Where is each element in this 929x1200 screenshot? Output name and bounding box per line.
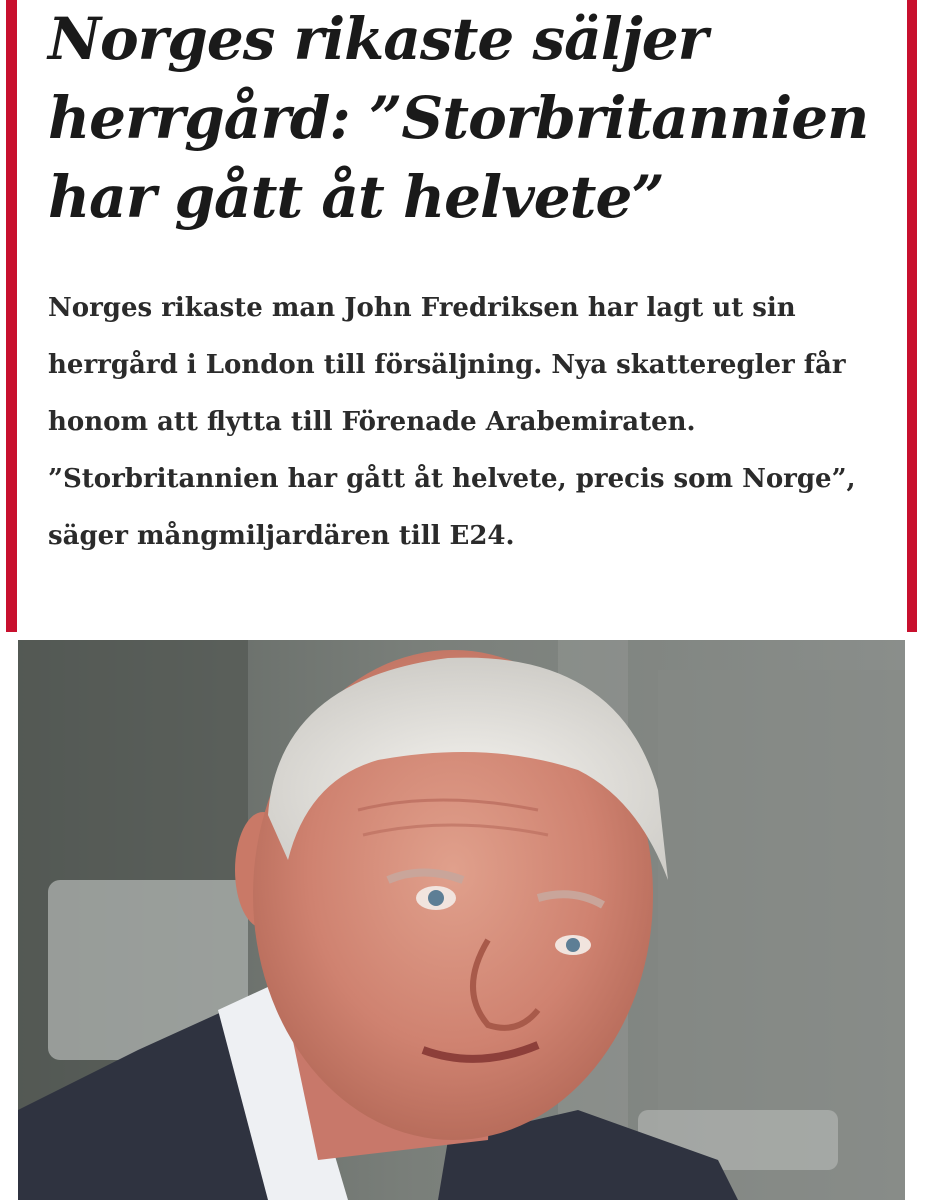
- article-photo[interactable]: [18, 640, 905, 1200]
- lead-paragraph: Norges rikaste man John Fredriksen har lagt ut sin herrgård i London till försäljning. Nya skatteregler får honom att flytta till Förenade Arabemiraten.: [48, 293, 846, 437]
- quote-paragraph: ”Storbritannien har gått åt helvete, precis som Norge”, säger mångmiljardären till E24.: [48, 464, 856, 551]
- article-lead: [48, 280, 898, 565]
- accent-bar-left: [6, 0, 17, 632]
- article-headline[interactable]: Norges rikaste säljer herrgård: ”Storbritannien har gått åt helvete”: [48, 5, 869, 231]
- accent-bar-right: [907, 0, 917, 632]
